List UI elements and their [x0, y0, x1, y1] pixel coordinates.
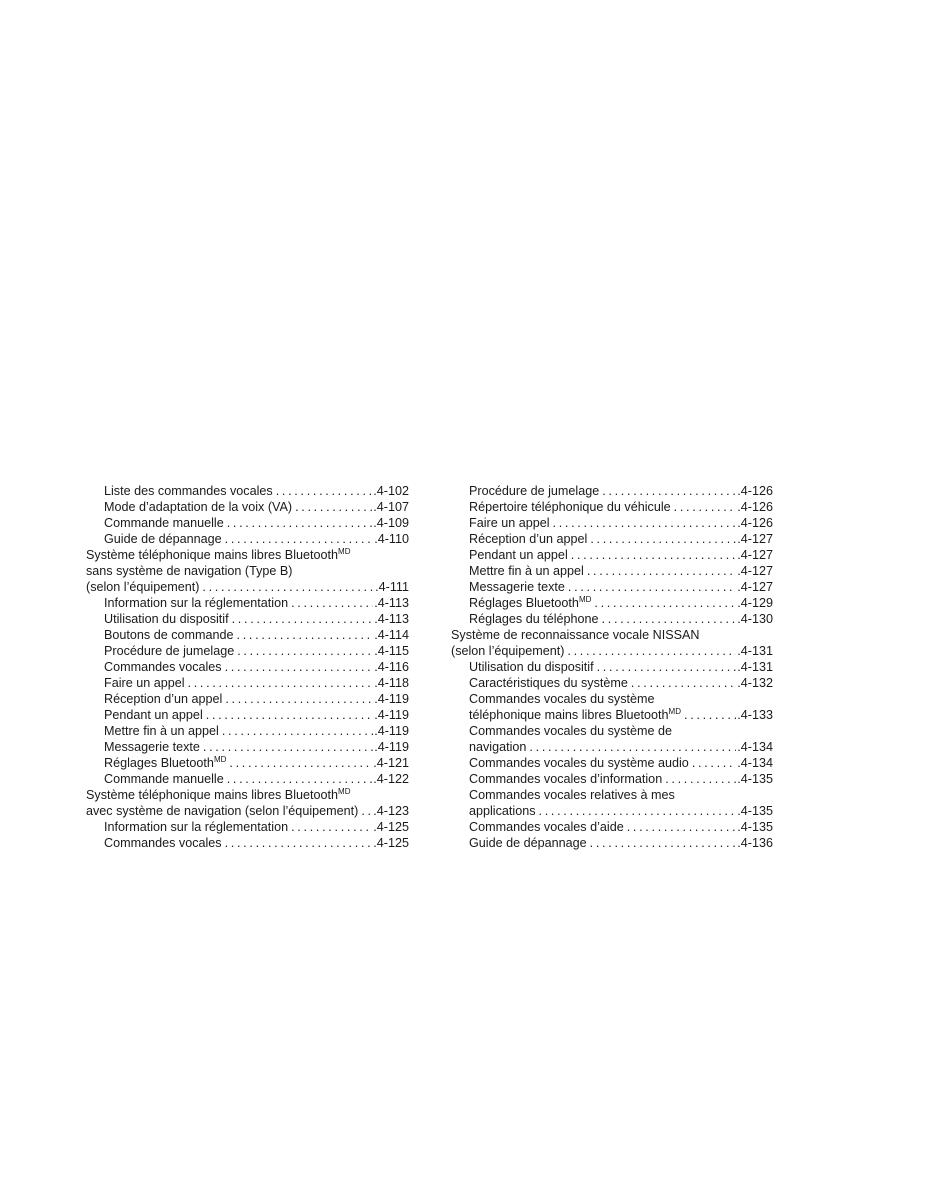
- toc-page-number: .4-107: [373, 500, 409, 514]
- toc-entry-title: Commandes vocales du système de: [469, 724, 672, 738]
- toc-entry[interactable]: [451, 531, 773, 547]
- toc-entry-title: Messagerie texte: [104, 740, 200, 754]
- toc-entry-title: Commandes vocales du système audio: [469, 756, 689, 770]
- toc-entry[interactable]: [451, 499, 773, 515]
- trademark-superscript: MD: [578, 595, 592, 604]
- toc-entry-title: Commande manuelle: [104, 772, 224, 786]
- toc-entry[interactable]: [86, 547, 409, 563]
- toc-page-number: .4-127: [737, 532, 773, 546]
- toc-page-number: .4-131: [737, 644, 773, 658]
- trademark-superscript: MD: [668, 707, 681, 716]
- toc-page-number: .4-113: [374, 612, 409, 626]
- toc-entry-title: Réglages du téléphone: [469, 612, 599, 626]
- toc-page-number: .4-134: [737, 756, 773, 770]
- toc-entry[interactable]: [451, 835, 773, 851]
- toc-page-number: .4-114: [374, 628, 409, 642]
- toc-page-number: .4-125: [373, 836, 409, 850]
- toc-page-number: .4-125: [373, 820, 409, 834]
- toc-page-number: .4-135: [737, 804, 773, 818]
- toc-entry-title: Pendant un appel: [104, 708, 203, 722]
- toc-entry[interactable]: [451, 675, 773, 691]
- toc-entry-title: Utilisation du dispositif: [104, 612, 229, 626]
- toc-page-number: .4-118: [374, 676, 409, 690]
- toc-entry[interactable]: [451, 515, 773, 531]
- toc-page-number: .4-119: [374, 724, 409, 738]
- toc-entry[interactable]: [451, 739, 773, 755]
- toc-page-number: .4-116: [374, 660, 409, 674]
- toc-entry[interactable]: [86, 691, 409, 707]
- toc-entry[interactable]: [86, 579, 409, 595]
- toc-entry[interactable]: [86, 755, 409, 771]
- toc-right-column: [451, 483, 773, 851]
- toc-entry[interactable]: [86, 483, 409, 499]
- toc-page-number: .4-127: [737, 548, 773, 562]
- toc-entry-title: Mettre fin à un appel: [469, 564, 584, 578]
- toc-entry-title: Commandes vocales d’information: [469, 772, 663, 786]
- trademark-superscript: MD: [338, 787, 351, 796]
- toc-entry[interactable]: [451, 755, 773, 771]
- toc-entry[interactable]: [86, 835, 409, 851]
- toc-entry-title: téléphonique mains libres Bluetooth: [469, 708, 669, 722]
- toc-page-number: .4-129: [737, 596, 773, 610]
- toc-page-number: .4-135: [737, 772, 773, 786]
- toc-entry-title: Caractéristiques du système: [469, 676, 628, 690]
- toc-entry[interactable]: [86, 627, 409, 643]
- toc-entry[interactable]: [86, 515, 409, 531]
- toc-entry[interactable]: [451, 707, 773, 723]
- toc-entry-title: Commandes vocales: [104, 836, 222, 850]
- toc-page-number: .4-126: [737, 500, 773, 514]
- toc-entry[interactable]: [451, 659, 773, 675]
- toc-page-number: .4-113: [374, 596, 409, 610]
- toc-page-number: .4-102: [373, 484, 409, 498]
- toc-entry-title: Liste des commandes vocales: [104, 484, 273, 498]
- toc-entry-title: Réception d’un appel: [104, 692, 223, 706]
- toc-entry[interactable]: [86, 611, 409, 627]
- toc-entry[interactable]: [451, 595, 773, 611]
- toc-entry-title: Guide de dépannage: [469, 836, 587, 850]
- toc-page-number: .4-119: [374, 708, 409, 722]
- toc-entry-title: avec système de navigation (selon l’équipement): [86, 804, 359, 818]
- toc-entry-title: Mode d’adaptation de la voix (VA): [104, 500, 293, 514]
- toc-page-number: .4-132: [737, 676, 773, 690]
- toc-page-number: .4-130: [737, 612, 773, 626]
- toc-page-number: .4-115: [374, 644, 409, 658]
- toc-page-number: .4-126: [737, 484, 773, 498]
- toc-page-number: .4-110: [374, 532, 409, 546]
- toc-page-number: .4-127: [737, 564, 773, 578]
- toc-entry[interactable]: [451, 643, 773, 659]
- toc-entry[interactable]: [451, 819, 773, 835]
- toc-entry-title: navigation: [469, 740, 527, 754]
- toc-entry[interactable]: [451, 579, 773, 595]
- toc-entry[interactable]: [451, 771, 773, 787]
- toc-entry[interactable]: [86, 499, 409, 515]
- trademark-superscript: MD: [213, 755, 227, 764]
- toc-entry-title: Information sur la réglementation: [104, 596, 289, 610]
- toc-entry-title: Système téléphonique mains libres Bluetooth: [86, 548, 339, 562]
- toc-entry-title: Messagerie texte: [469, 580, 565, 594]
- toc-page-number: .4-136: [737, 836, 773, 850]
- toc-entry[interactable]: [86, 819, 409, 835]
- toc-entry-title: Mettre fin à un appel: [104, 724, 219, 738]
- toc-entry[interactable]: [451, 723, 773, 739]
- toc-entry-title: Guide de dépannage: [104, 532, 222, 546]
- toc-entry-title: Faire un appel: [469, 516, 550, 530]
- toc-entry-title: Réglages Bluetooth: [104, 756, 214, 770]
- toc-entry-title: Commandes vocales relatives à mes: [469, 788, 675, 802]
- toc-entry[interactable]: [86, 803, 409, 819]
- toc-entry[interactable]: [86, 643, 409, 659]
- toc-entry-title: Commandes vocales: [104, 660, 222, 674]
- toc-entry-title: Faire un appel: [104, 676, 185, 690]
- toc-entry[interactable]: [86, 787, 409, 803]
- toc-entry[interactable]: [451, 483, 773, 499]
- toc-entry[interactable]: [451, 787, 773, 803]
- toc-entry-title: Système téléphonique mains libres Bluetooth: [86, 788, 339, 802]
- toc-page-number: .4-111: [375, 580, 409, 594]
- toc-entry-title: Répertoire téléphonique du véhicule: [469, 500, 671, 514]
- toc-page-number: .4-133: [737, 708, 773, 722]
- toc-entry[interactable]: [451, 547, 773, 563]
- toc-entry-title: Commandes vocales d’aide: [469, 820, 624, 834]
- toc-entry-title: Boutons de commande: [104, 628, 234, 642]
- toc-page-number: .4-126: [737, 516, 773, 530]
- toc-entry-title: Information sur la réglementation: [104, 820, 289, 834]
- toc-page-number: .4-121: [373, 756, 409, 770]
- toc-entry-title: Procédure de jumelage: [469, 484, 600, 498]
- toc-entry-title: (selon l’équipement): [86, 580, 200, 594]
- toc-entry-title: Commande manuelle: [104, 516, 224, 530]
- trademark-superscript: MD: [338, 547, 351, 556]
- toc-entry[interactable]: [451, 803, 773, 819]
- toc-page-number: .4-123: [373, 804, 409, 818]
- toc-entry[interactable]: [86, 659, 409, 675]
- toc-entry[interactable]: [451, 563, 773, 579]
- toc-entry[interactable]: [86, 723, 409, 739]
- toc-page-number: .4-119: [374, 692, 409, 706]
- toc-page-number: .4-134: [737, 740, 773, 754]
- toc-entry[interactable]: [86, 595, 409, 611]
- toc-entry-title: Utilisation du dispositif: [469, 660, 594, 674]
- toc-page-number: .4-127: [737, 580, 773, 594]
- toc-entry-title: Procédure de jumelage: [104, 644, 235, 658]
- toc-entry[interactable]: [86, 531, 409, 547]
- toc-page-number: .4-135: [737, 820, 773, 834]
- toc-entry[interactable]: [451, 691, 773, 707]
- toc-entry-title: sans système de navigation (Type B): [86, 564, 293, 578]
- toc-page-number: .4-119: [374, 740, 409, 754]
- toc-entry[interactable]: [86, 771, 409, 787]
- toc-entry[interactable]: [86, 563, 409, 579]
- toc-entry[interactable]: [86, 707, 409, 723]
- toc-page-number: .4-109: [373, 516, 409, 530]
- toc-entry[interactable]: [86, 675, 409, 691]
- toc-page-number: .4-131: [737, 660, 773, 674]
- toc-entry-title: applications: [469, 804, 536, 818]
- toc-page-number: .4-122: [373, 772, 409, 786]
- toc-entry-title: (selon l’équipement): [451, 644, 565, 658]
- toc-entry-title: Commandes vocales du système: [469, 692, 655, 706]
- toc-entry-title: Réception d’un appel: [469, 532, 588, 546]
- toc-entry-title: Réglages Bluetooth: [469, 596, 579, 610]
- toc-entry-title: Pendant un appel: [469, 548, 568, 562]
- toc-left-column: [86, 483, 409, 851]
- toc-entry[interactable]: [86, 739, 409, 755]
- toc-entry-title: Système de reconnaissance vocale NISSAN: [451, 628, 700, 642]
- toc-entry[interactable]: [451, 611, 773, 627]
- toc-entry[interactable]: [451, 627, 773, 643]
